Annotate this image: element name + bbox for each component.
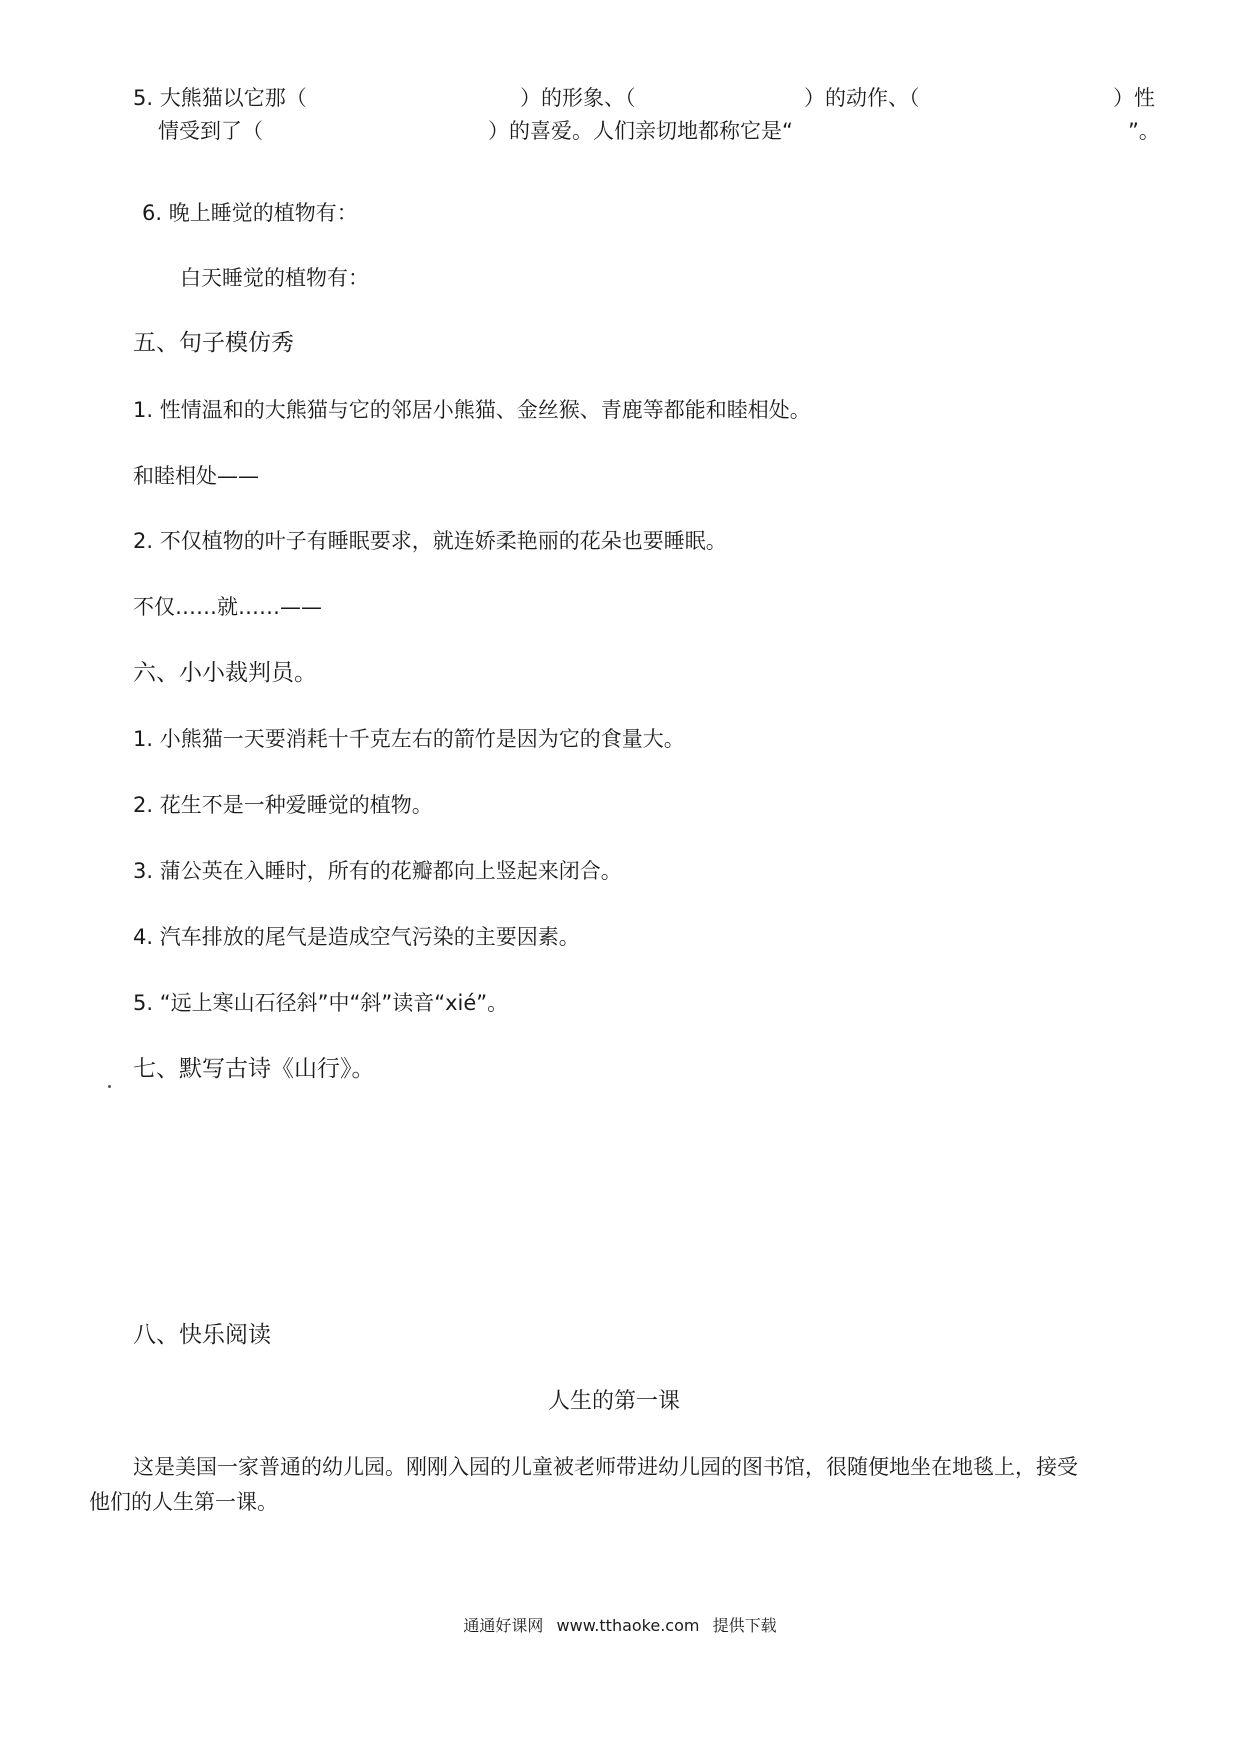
q5-line-1-part-c: ）的动作、（ [804,86,920,110]
footer-note: 提供下载 [712,1616,777,1635]
section-5-heading: 五、句子模仿秀 [133,330,294,356]
q5-line-1 [0,84,1240,112]
footer-site-name: 通通好课网 [463,1616,544,1635]
section-5-item-2: 和睦相处—— [133,464,259,488]
q6-night-plants: 6. 晚上睡觉的植物有： [142,201,358,225]
section-5-item-1: 1. 性情温和的大熊猫与它的邻居小熊猫、金丝猴、青鹿等都能和睦相处。 [133,398,811,422]
q5-line-2 [0,117,1240,145]
reading-paragraph-line-1: 这是美国一家普通的幼儿园。刚刚入园的儿童被老师带进幼儿园的图书馆，很随便地坐在地毯上，接受 [133,1455,1078,1479]
stray-dot [108,1085,111,1088]
q5-line-1-part-d: ）性 [1113,86,1155,110]
q5-line-1-part-a: 5. 大熊猫以它那（ [133,86,307,110]
section-6-item-4: 4. 汽车排放的尾气是造成空气污染的主要因素。 [133,925,580,949]
reading-paragraph-line-2: 他们的人生第一课。 [89,1490,278,1514]
section-6-heading: 六、小小裁判员。 [133,660,317,686]
reading-title: 人生的第一课 [548,1389,681,1414]
section-5-item-3: 2. 不仅植物的叶子有睡眠要求，就连娇柔艳丽的花朵也要睡眠。 [133,529,727,553]
section-8-heading: 八、快乐阅读 [133,1322,271,1348]
section-5-item-4: 不仅……就……—— [133,595,322,619]
q5-line-1-part-b: ）的形象、（ [520,86,636,110]
q5-line-2-part-a: 情受到了（ [158,119,263,143]
section-6-item-2: 2. 花生不是一种爱睡觉的植物。 [133,793,433,817]
section-6-item-5: 5. “远上寒山石径斜”中“斜”读音“xié”。 [133,991,509,1015]
q5-line-2-part-b: ）的喜爱。人们亲切地都称它是“ [488,119,793,143]
section-6-item-1: 1. 小熊猫一天要消耗十千克左右的箭竹是因为它的食量大。 [133,727,685,751]
footer-url[interactable]: www.tthaoke.com [556,1616,700,1635]
page-footer [0,1615,1240,1637]
section-7-heading: 七、默写古诗《山行》。 [133,1056,375,1082]
section-6-item-3: 3. 蒲公英在入睡时，所有的花瓣都向上竖起来闭合。 [133,859,622,883]
q6-day-plants: 白天睡觉的植物有： [180,266,369,290]
q5-line-2-part-c: ”。 [1128,119,1160,143]
